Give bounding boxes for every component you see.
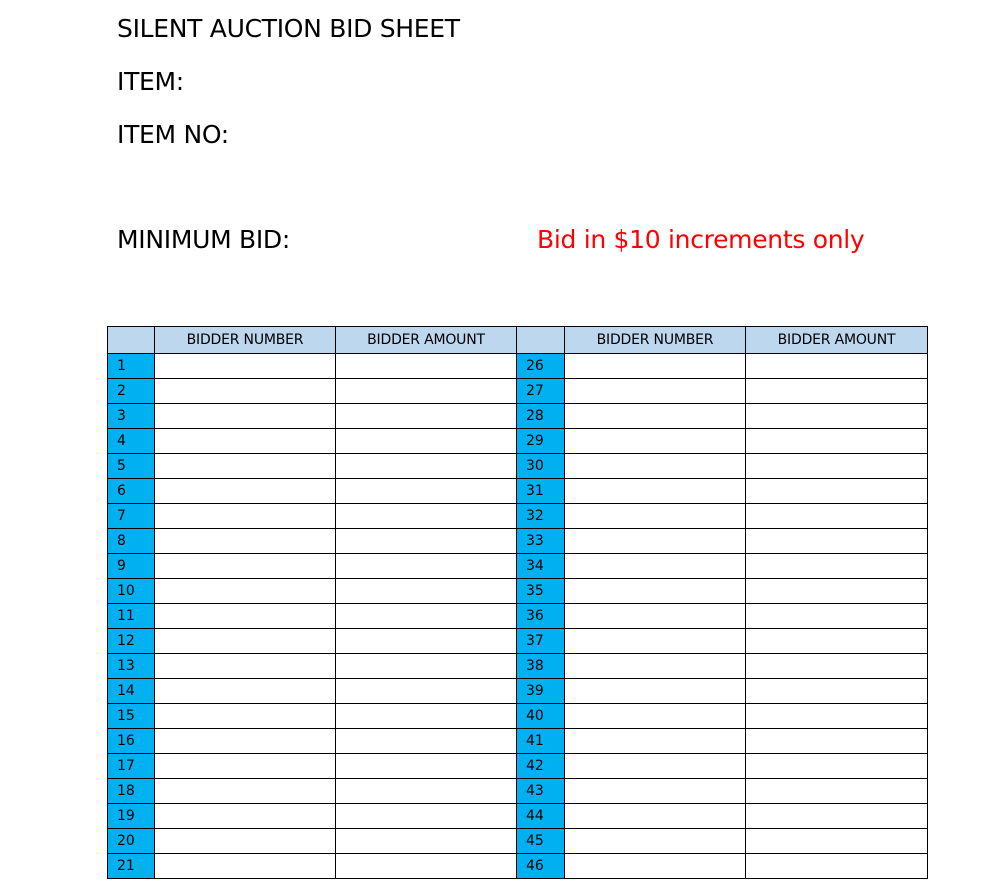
left-bidder-number-cell[interactable]	[155, 629, 336, 654]
table-row	[108, 854, 928, 879]
right-bidder-amount-cell[interactable]	[746, 629, 928, 654]
left-bidder-number-header: BIDDER NUMBER	[155, 327, 336, 354]
right-bidder-number-cell[interactable]	[565, 779, 746, 804]
table-row	[108, 754, 928, 779]
left-row-number: 15	[108, 704, 155, 729]
table-row	[108, 629, 928, 654]
left-bidder-number-cell[interactable]	[155, 779, 336, 804]
left-bidder-amount-cell[interactable]	[336, 454, 517, 479]
right-number-header	[517, 327, 565, 354]
left-bidder-number-cell[interactable]	[155, 729, 336, 754]
right-bidder-amount-cell[interactable]	[746, 379, 928, 404]
left-bidder-amount-cell[interactable]	[336, 654, 517, 679]
right-row-number: 42	[517, 754, 565, 779]
left-bidder-amount-cell[interactable]	[336, 729, 517, 754]
left-bidder-amount-cell[interactable]	[336, 679, 517, 704]
right-bidder-amount-cell[interactable]	[746, 829, 928, 854]
right-row-number: 27	[517, 379, 565, 404]
left-row-number: 12	[108, 629, 155, 654]
right-row-number: 43	[517, 779, 565, 804]
right-bidder-number-cell[interactable]	[565, 754, 746, 779]
left-bidder-amount-cell[interactable]	[336, 479, 517, 504]
left-row-number: 7	[108, 504, 155, 529]
right-row-number: 33	[517, 529, 565, 554]
right-row-number: 46	[517, 854, 565, 879]
right-row-number: 38	[517, 654, 565, 679]
left-bidder-amount-header: BIDDER AMOUNT	[336, 327, 517, 354]
right-bidder-amount-cell[interactable]	[746, 779, 928, 804]
left-row-number: 8	[108, 529, 155, 554]
left-bidder-amount-cell[interactable]	[336, 379, 517, 404]
left-bidder-amount-cell[interactable]	[336, 854, 517, 879]
right-bidder-number-cell[interactable]	[565, 629, 746, 654]
right-bidder-number-cell[interactable]	[565, 654, 746, 679]
left-bidder-number-cell[interactable]	[155, 679, 336, 704]
left-bidder-number-cell[interactable]	[155, 379, 336, 404]
right-bidder-number-cell[interactable]	[565, 829, 746, 854]
right-bidder-amount-cell[interactable]	[746, 354, 928, 379]
left-bidder-amount-cell[interactable]	[336, 554, 517, 579]
right-row-number: 45	[517, 829, 565, 854]
table-row	[108, 354, 928, 379]
right-bidder-amount-cell[interactable]	[746, 654, 928, 679]
left-bidder-amount-cell[interactable]	[336, 754, 517, 779]
right-row-number: 29	[517, 429, 565, 454]
left-bidder-number-cell[interactable]	[155, 529, 336, 554]
left-row-number: 9	[108, 554, 155, 579]
table-row	[108, 704, 928, 729]
left-bidder-number-cell[interactable]	[155, 854, 336, 879]
right-bidder-amount-cell[interactable]	[746, 529, 928, 554]
left-row-number: 18	[108, 779, 155, 804]
left-row-number: 4	[108, 429, 155, 454]
left-row-number: 1	[108, 354, 155, 379]
left-bidder-number-cell[interactable]	[155, 754, 336, 779]
left-bidder-amount-cell[interactable]	[336, 804, 517, 829]
left-row-number: 14	[108, 679, 155, 704]
right-bidder-amount-cell[interactable]	[746, 454, 928, 479]
item-label: ITEM:	[117, 67, 184, 96]
table-header-row	[108, 327, 928, 354]
left-number-header	[108, 327, 155, 354]
right-bidder-amount-cell[interactable]	[746, 504, 928, 529]
minimum-bid-label: MINIMUM BID:	[117, 225, 290, 254]
left-bidder-amount-cell[interactable]	[336, 829, 517, 854]
table-row	[108, 554, 928, 579]
left-bidder-amount-cell[interactable]	[336, 529, 517, 554]
right-row-number: 32	[517, 504, 565, 529]
right-bidder-amount-cell[interactable]	[746, 804, 928, 829]
bid-table	[107, 326, 928, 879]
right-row-number: 44	[517, 804, 565, 829]
table-row	[108, 829, 928, 854]
left-row-number: 19	[108, 804, 155, 829]
sheet-title: SILENT AUCTION BID SHEET	[117, 14, 460, 43]
left-row-number: 3	[108, 404, 155, 429]
left-row-number: 16	[108, 729, 155, 754]
right-bidder-amount-cell[interactable]	[746, 704, 928, 729]
right-bidder-number-cell[interactable]	[565, 579, 746, 604]
table-row	[108, 604, 928, 629]
right-row-number: 34	[517, 554, 565, 579]
table-row	[108, 379, 928, 404]
table-row	[108, 654, 928, 679]
right-row-number: 30	[517, 454, 565, 479]
right-bidder-number-cell[interactable]	[565, 854, 746, 879]
right-row-number: 35	[517, 579, 565, 604]
right-bidder-amount-cell[interactable]	[746, 679, 928, 704]
table-row	[108, 429, 928, 454]
right-bidder-amount-cell[interactable]	[746, 554, 928, 579]
left-bidder-number-cell[interactable]	[155, 554, 336, 579]
left-row-number: 17	[108, 754, 155, 779]
left-bidder-number-cell[interactable]	[155, 479, 336, 504]
left-row-number: 13	[108, 654, 155, 679]
right-row-number: 36	[517, 604, 565, 629]
right-bidder-amount-cell[interactable]	[746, 754, 928, 779]
right-bidder-number-cell[interactable]	[565, 404, 746, 429]
right-bidder-number-cell[interactable]	[565, 679, 746, 704]
left-bidder-amount-cell[interactable]	[336, 404, 517, 429]
right-bidder-number-cell[interactable]	[565, 429, 746, 454]
item-number-label: ITEM NO:	[117, 120, 229, 149]
left-bidder-amount-cell[interactable]	[336, 579, 517, 604]
right-row-number: 31	[517, 479, 565, 504]
left-row-number: 2	[108, 379, 155, 404]
right-row-number: 28	[517, 404, 565, 429]
left-row-number: 21	[108, 854, 155, 879]
left-bidder-number-cell[interactable]	[155, 504, 336, 529]
right-bidder-number-cell[interactable]	[565, 379, 746, 404]
left-bidder-amount-cell[interactable]	[336, 629, 517, 654]
right-bidder-amount-cell[interactable]	[746, 404, 928, 429]
table-row	[108, 779, 928, 804]
left-row-number: 11	[108, 604, 155, 629]
left-bidder-amount-cell[interactable]	[336, 704, 517, 729]
left-bidder-amount-cell[interactable]	[336, 429, 517, 454]
right-bidder-amount-header: BIDDER AMOUNT	[746, 327, 928, 354]
table-row	[108, 529, 928, 554]
increment-note: Bid in $10 increments only	[537, 225, 865, 254]
table-row	[108, 729, 928, 754]
right-bidder-number-cell[interactable]	[565, 354, 746, 379]
table-row	[108, 679, 928, 704]
left-bidder-number-cell[interactable]	[155, 804, 336, 829]
right-bidder-number-cell[interactable]	[565, 804, 746, 829]
left-bidder-amount-cell[interactable]	[336, 779, 517, 804]
right-bidder-number-cell[interactable]	[565, 729, 746, 754]
right-row-number: 26	[517, 354, 565, 379]
left-row-number: 5	[108, 454, 155, 479]
table-row	[108, 804, 928, 829]
table-row	[108, 579, 928, 604]
right-row-number: 37	[517, 629, 565, 654]
left-bidder-number-cell[interactable]	[155, 404, 336, 429]
right-row-number: 41	[517, 729, 565, 754]
right-bidder-amount-cell[interactable]	[746, 854, 928, 879]
table-row	[108, 454, 928, 479]
table-row	[108, 404, 928, 429]
left-row-number: 10	[108, 579, 155, 604]
right-bidder-number-cell[interactable]	[565, 554, 746, 579]
right-bidder-number-cell[interactable]	[565, 479, 746, 504]
left-row-number: 6	[108, 479, 155, 504]
left-bidder-amount-cell[interactable]	[336, 604, 517, 629]
left-bidder-amount-cell[interactable]	[336, 354, 517, 379]
left-bidder-number-cell[interactable]	[155, 604, 336, 629]
left-bidder-number-cell[interactable]	[155, 654, 336, 679]
left-bidder-number-cell[interactable]	[155, 354, 336, 379]
right-bidder-amount-cell[interactable]	[746, 604, 928, 629]
left-bidder-amount-cell[interactable]	[336, 504, 517, 529]
right-bidder-amount-cell[interactable]	[746, 429, 928, 454]
right-bidder-amount-cell[interactable]	[746, 729, 928, 754]
right-row-number: 39	[517, 679, 565, 704]
left-bidder-number-cell[interactable]	[155, 454, 336, 479]
right-bidder-number-cell[interactable]	[565, 604, 746, 629]
right-bidder-amount-cell[interactable]	[746, 579, 928, 604]
bid-rows	[108, 354, 928, 879]
left-bidder-number-cell[interactable]	[155, 829, 336, 854]
right-bidder-number-cell[interactable]	[565, 454, 746, 479]
right-bidder-number-cell[interactable]	[565, 504, 746, 529]
right-row-number: 40	[517, 704, 565, 729]
left-bidder-number-cell[interactable]	[155, 579, 336, 604]
right-bidder-amount-cell[interactable]	[746, 479, 928, 504]
right-bidder-number-cell[interactable]	[565, 529, 746, 554]
table-row	[108, 479, 928, 504]
table-row	[108, 504, 928, 529]
left-bidder-number-cell[interactable]	[155, 704, 336, 729]
left-row-number: 20	[108, 829, 155, 854]
left-bidder-number-cell[interactable]	[155, 429, 336, 454]
right-bidder-number-cell[interactable]	[565, 704, 746, 729]
right-bidder-number-header: BIDDER NUMBER	[565, 327, 746, 354]
